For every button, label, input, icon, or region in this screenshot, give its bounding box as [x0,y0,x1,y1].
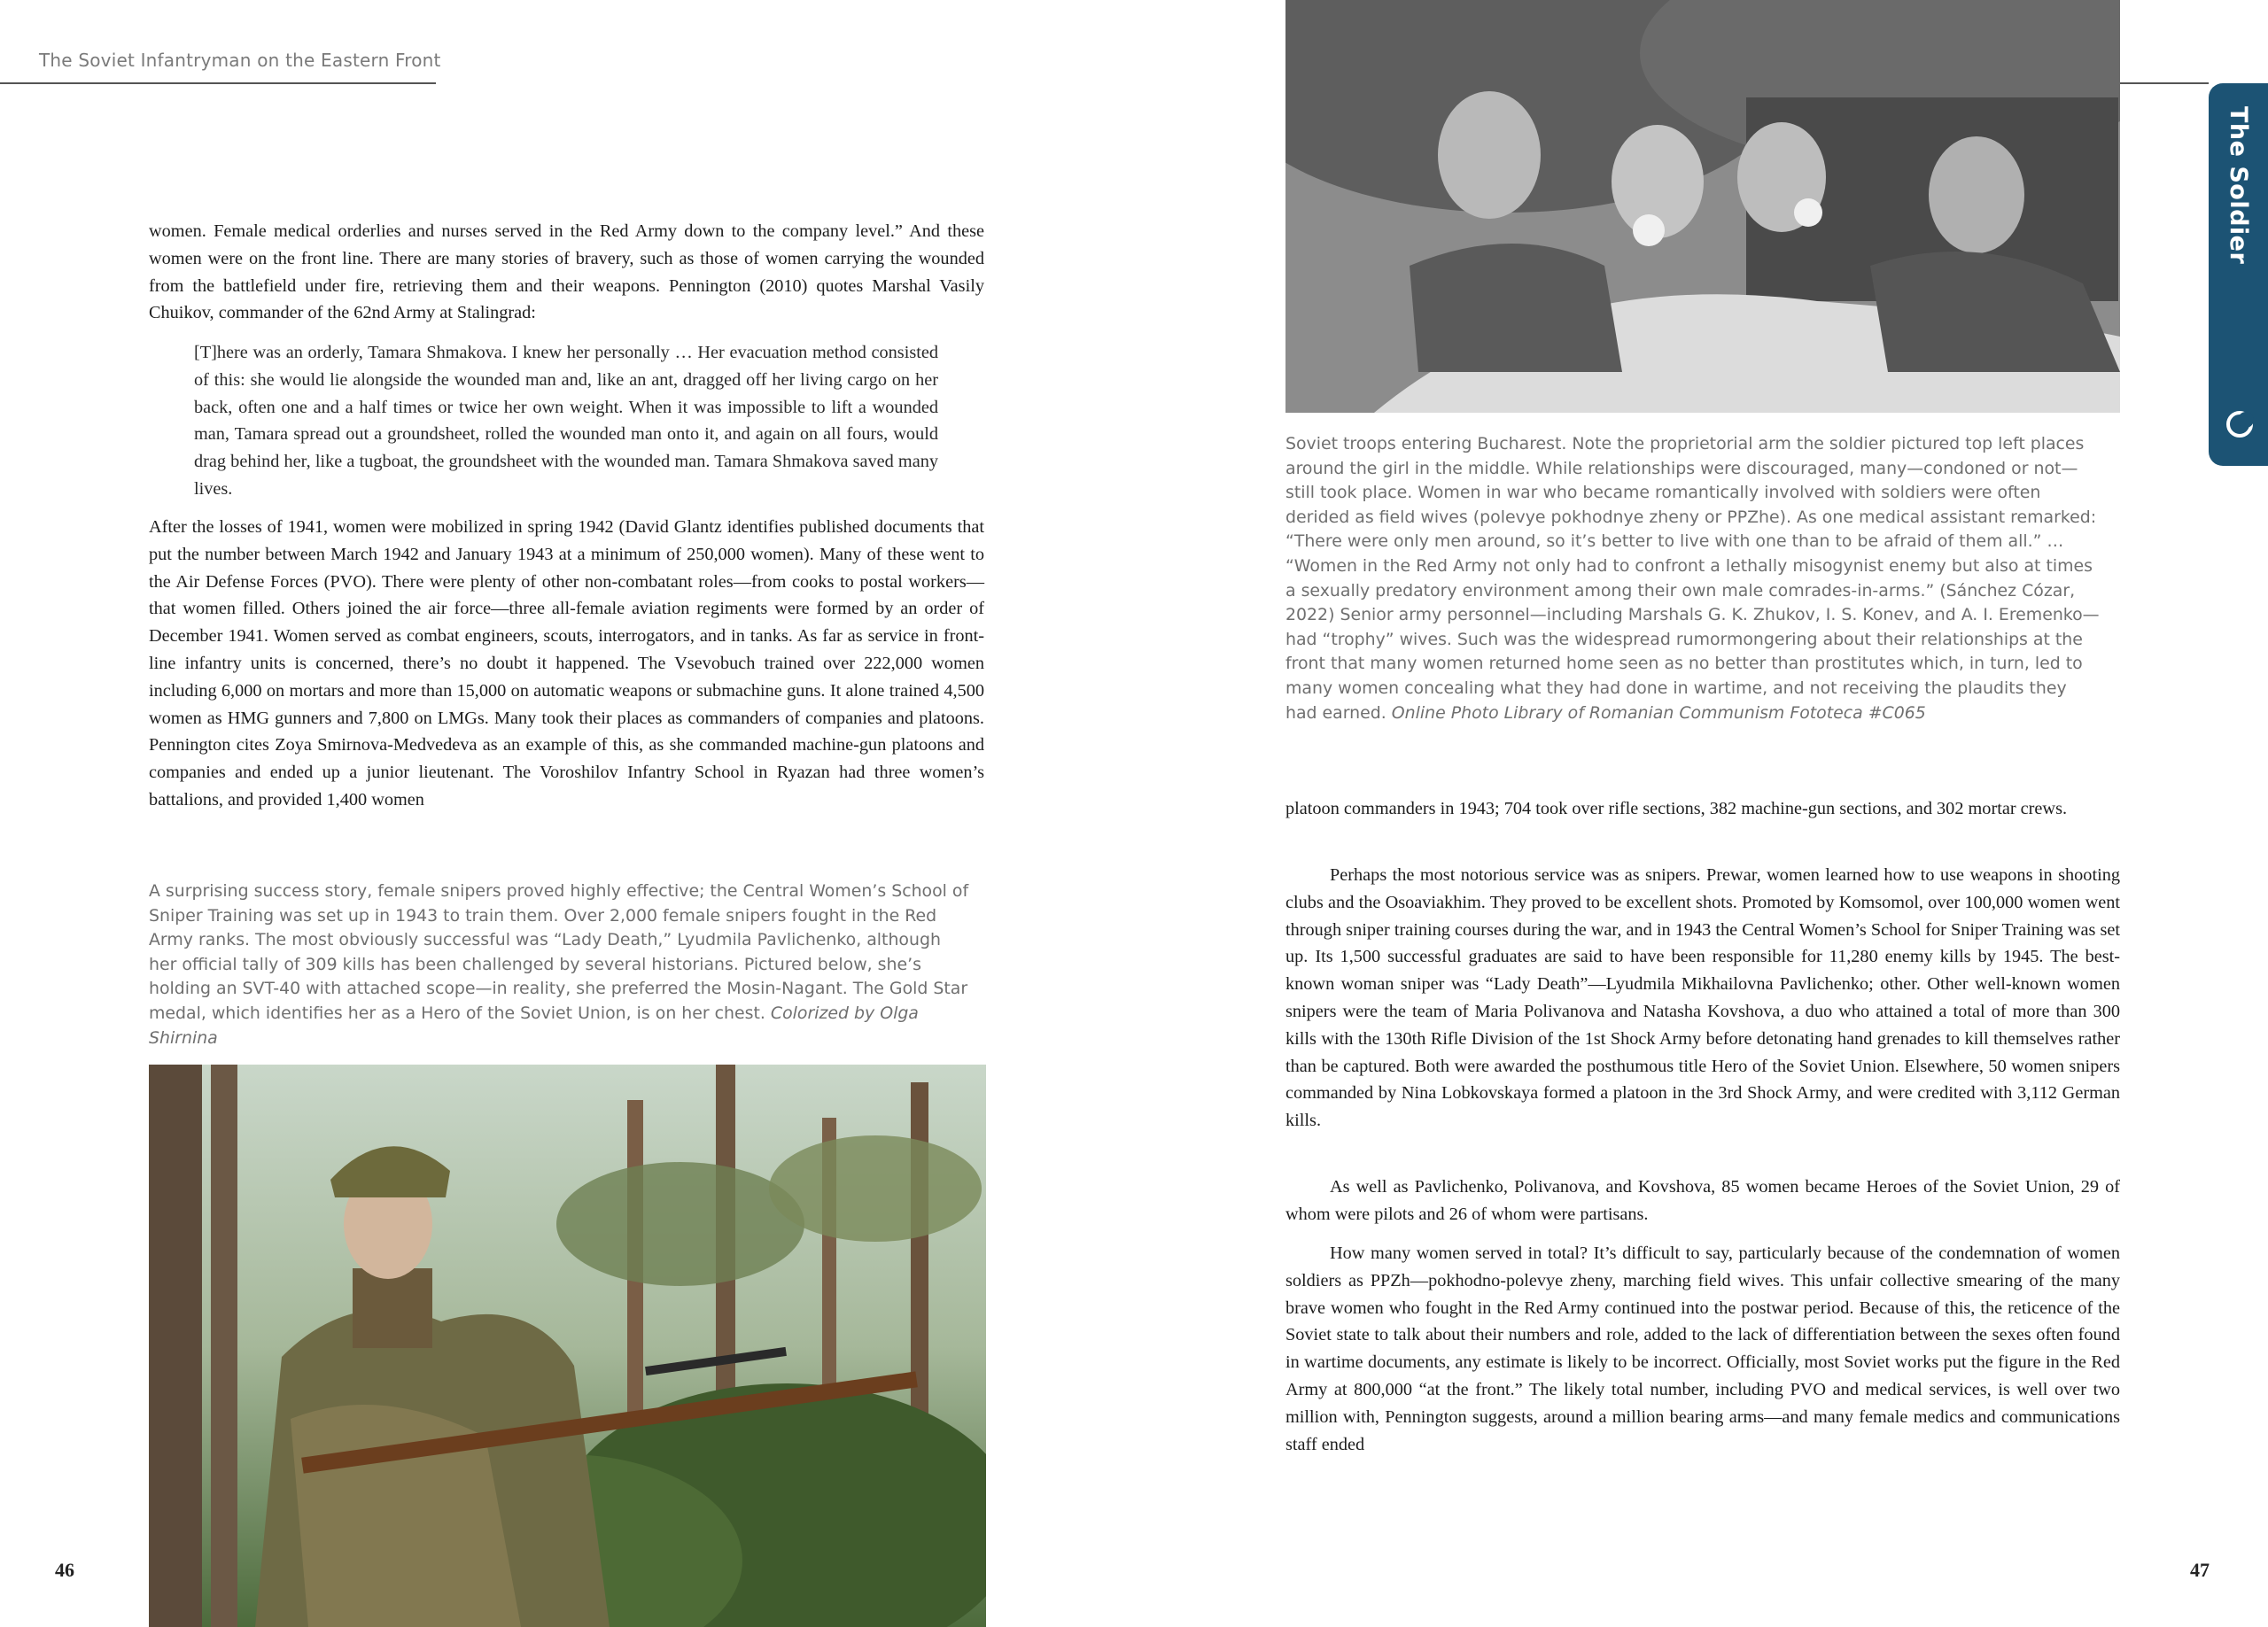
right-paragraph-4: How many women served in total? It’s difficult to say, particularly because of the condemnation of women soldiers as PPZh—pokhodno-polevye zheny, marching field wives. This unfair collective smearing of the many brave women who fought in the Red Army continued into the postwar period. Because of this, the reticence of the Soviet state to talk about their numbers and role, added to the lack of differentiation between the sexes often found in wartime documents, any estimate is likely to be incorrect. Officially, most Soviet works put the figure in the Red Army at 800,000 “at the front.” The likely total number, including PVO and medical services, is well over two million with, Pennington suggests, around a million bearing arms—and many female medics and communications staff ended [1285,1243,2120,1454]
crescent-moon-icon [2225,409,2255,439]
section-tab-label: The Soldier [2225,106,2252,265]
running-head: The Soviet Infantryman on the Eastern Front [39,50,441,71]
page-number-left: 46 [55,1559,74,1581]
section-tab[interactable] [2209,83,2268,466]
sniper-caption-credit: Colorized by Olga Shirnina [149,1003,919,1048]
block-quote: [T]here was an orderly, Tamara Shmakova. I knew her personally … Her evacuation method consisted of this: she would lie alongside the wounded man and, like an ant, dragged off her living cargo on her back, often one and a half times or twice her own weight. When it was impossible to lift a wounded man, Tamara spread out a groundsheet, rolled the wounded man onto it, and again on all fours, would drag behind her, like a tugboat, the groundsheet with the wounded man. Tamara Shmakova saved many lives. [194,343,938,499]
right-paragraph-2: Perhaps the most notorious service was as snipers. Prewar, women learned how to use weapons in shooting clubs and the Osoaviakhim. They proved to be excellent shots. Promoted by Komsomol, over 100,000 women went through sniper training courses during the war, and in 1943 the Central Women’s School for Sniper Training was set up. Its 1,500 successful graduates are said to have been responsible for 11,280 enemy kills by 1945. The best-known woman sniper was “Lady Death”—Lyudmila Mikhailovna Pavlichenko; other. Other well-known women snipers were the team of Maria Polivanova and Natasha Kovshova, a duo who attained a total of more than 300 kills with the 130th Rifle Division of the 1st Shock Army before detonating hand grenades to kill themselves rather than be captured. Both were awarded the posthumous title Hero of the Soviet Union. Elsewhere, 50 women snipers commanded by Nina Lobkovskaya formed a platoon in the 3rd Shock Army, and were credited with 3,112 German kills. [1285,865,2120,1131]
left-paragraph-1: women. Female medical orderlies and nurses served in the Red Army down to the company level.” And these women were on the front line. There are many stories of bravery, such as those of women carrying the wounded from the battlefield under fire, retrieving them and their weapons. Pennington (2010) quotes Marshal Vasily Chuikov, commander of the 62nd Army at Stalingrad: [149,221,984,323]
header-rule [0,82,436,84]
bucharest-caption-credit: Online Photo Library of Romanian Communism Fototeca #C065 [1391,702,1926,723]
bucharest-photo-caption [1285,432,2101,725]
bucharest-photo-illustration [1285,0,2120,413]
left-paragraph-2: After the losses of 1941, women were mobilized in spring 1942 (David Glantz identifies published documents that put the number between March 1942 and January 1943 at a minimum of 250,000 women). Many of these went to the Air Defense Forces (PVO). There were plenty of other non-combatant roles—from cooks to postal workers—that women filled. Others joined the air force—three all-female aviation regiments were formed by an order of December 1941. Women served as combat engineers, scouts, interrogators, and in tanks. As far as service in front-line infantry units is concerned, there’s no doubt it happened. The Vsevobuch trained over 222,000 women including 6,000 on mortars and more than 15,000 on automatic weapons or submachine guns. It alone trained 4,500 women as HMG gunners and 7,800 on LMGs. Many took their places as commanders of companies and platoons. Pennington cites Zoya Smirnova-Medvedeva as an example of this, as she commanded machine-gun platoons and companies and ended up a junior lieutenant. The Voroshilov Infantry School in Ryazan had three women’s battalions, and provided 1,400 women [149,517,984,810]
sniper-photo-illustration [149,1065,986,1627]
sniper-photo [149,1065,986,1627]
bucharest-photo [1285,0,2120,413]
header-rule-right [2120,82,2209,84]
right-paragraph-1: platoon commanders in 1943; 704 took over rifle sections, 382 machine-gun sections, and 302 mortar crews. [1285,799,2068,818]
sniper-caption-text: A surprising success story, female snipers proved highly effective; the Central Women’s School of Sniper Training was set up in 1943 to train them. Over 2,000 female snipers fought in the Red Army ranks. The most obviously successful was “Lady Death,” Lyudmila Pavlichenko, although her official tally of 309 kills has been challenged by several historians. Pictured below, she’s holding an SVT-40 with attached scope—in reality, she preferred the Mosin-Nagant. The Gold Star medal, which identifies her as a Hero of the Soviet Union, is on her chest. [149,881,969,1023]
sniper-photo-caption [149,879,973,1050]
page-number-right: 47 [2190,1559,2210,1581]
right-paragraph-3: As well as Pavlichenko, Polivanova, and Kovshova, 85 women became Heroes of the Soviet Union, 29 of whom were pilots and 26 of whom were partisans. [1285,1177,2120,1224]
bucharest-caption-text: Soviet troops entering Bucharest. Note the proprietorial arm the soldier pictured top left places around the girl in the middle. While relationships were discouraged, many—condoned or not— still took place. Women in war who became romantically involved with soldiers were often derided as field wives (polevye pokhodnye zheny or PPZhe). As one medical assistant remarked: “There were only men around, so it’s better to live with one than to be afraid of them all.” … “Women in the Red Army not only had to confront a lethally misogynist enemy but also at times a sexually predatory environment among their own male comrades-in-arms.” (Sánchez Cózar, 2022) Senior army personnel—including Marshals G. K. Zhukov, I. S. Konev, and A. I. Eremenko—had “trophy” wives. Such was the widespread rumormongering about their relationships at the front that many women returned home seen as no better than prostitutes which, in turn, led to many women concealing what they had done in wartime, and not receiving the plaudits they had earned. [1285,434,2100,723]
